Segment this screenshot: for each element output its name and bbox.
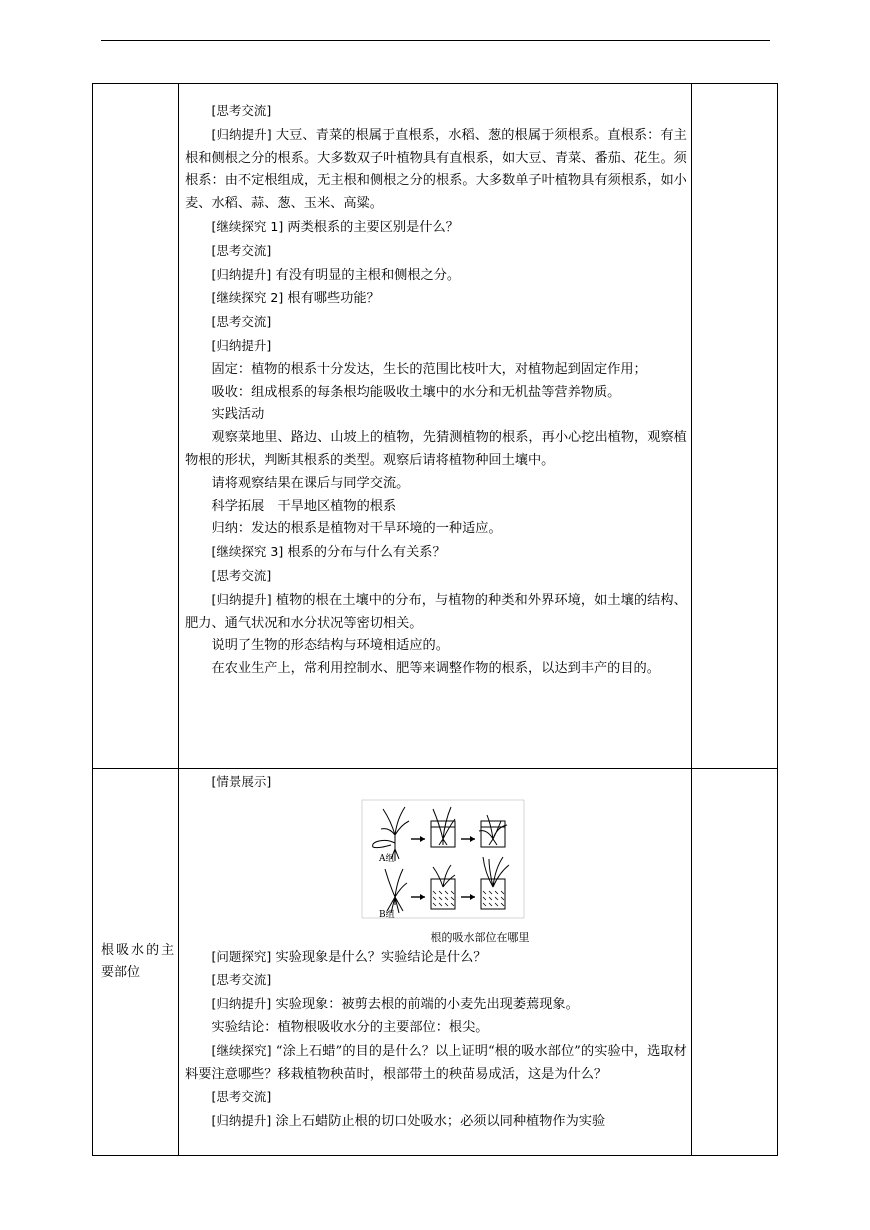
paragraph-text: 根系的分布与什么有关系？ [283, 545, 446, 561]
section-tag: [归纳提升] [211, 266, 272, 282]
row1-content [179, 84, 691, 693]
experiment-figure [185, 799, 687, 946]
table-row [93, 84, 778, 769]
paragraph [185, 1017, 687, 1040]
paragraph-text: 实验现象：被剪去根的前端的小麦先出现萎蔫现象。 [271, 997, 579, 1013]
paragraph [185, 993, 687, 1017]
section-tag: [思考交流] [211, 972, 272, 988]
paragraph-text: 在农业生产上，常利用控制水、肥等来调整作物的根系，以达到丰产的目的。 [211, 661, 660, 677]
paragraph [185, 335, 687, 359]
experiment-diagram [361, 799, 525, 919]
paragraph [185, 382, 687, 405]
paragraph [185, 658, 687, 681]
paragraph [185, 264, 687, 288]
paragraph-text: 科学拓展 干旱地区植物的根系 [211, 498, 397, 514]
paragraph [185, 404, 687, 427]
paragraph [185, 1110, 687, 1134]
paragraph [185, 541, 687, 565]
paragraph-text: 植物的根在土壤中的分布，与植物的种类和外界环境，如土壤的结构、肥力、通气状况和水分状况等密切相关。 [185, 592, 687, 631]
section-tag: [继续探究 1] [211, 218, 284, 234]
section-tag: [思考交流] [211, 103, 272, 118]
paragraph [185, 1086, 687, 1110]
paragraph-text: 实践活动 [211, 407, 265, 423]
paragraph-text: 请将观察结果在课后与同学交流。 [211, 475, 410, 491]
figure-caption: 根的吸水部位在哪里 [430, 930, 530, 944]
paragraph [185, 311, 687, 335]
paragraph [185, 216, 687, 240]
section-tag: [归纳提升] [211, 126, 272, 142]
paragraph [185, 1040, 687, 1087]
paragraph-text: 说明了生物的形态结构与环境相适应的。 [211, 638, 449, 654]
section-tag: [归纳提升] [211, 996, 272, 1012]
paragraph [185, 473, 687, 496]
section-tag: [归纳提升] [211, 1113, 272, 1129]
paragraph [185, 969, 687, 993]
section-tag: [继续探究 3] [211, 544, 284, 560]
paragraph [185, 771, 687, 795]
section-tag: [思考交流] [211, 314, 272, 330]
section-tag: [思考交流] [211, 1089, 272, 1105]
section-tag: [继续探究 2] [211, 290, 284, 306]
paragraph-text: 有没有明显的主根和侧根之分。 [271, 267, 461, 283]
paragraph-text: 实验现象是什么？实验结论是什么？ [271, 949, 487, 965]
header-rule [101, 40, 770, 41]
paragraph [185, 946, 687, 970]
paragraph-text: “涂上石蜡”的目的是什么？以上证明“根的吸水部位”的实验中，选取材料要注意哪些？移栽植物秧苗时，根部带土的秧苗易成活，这是为什么？ [185, 1043, 687, 1082]
paragraph [185, 635, 687, 658]
row2-content [179, 769, 691, 1146]
section-tag: [继续探究] [211, 1042, 272, 1058]
paragraph [185, 287, 687, 311]
paragraph [185, 100, 687, 124]
paragraph [185, 124, 687, 216]
table-row [93, 769, 778, 1156]
section-tag: [归纳提升] [211, 591, 272, 607]
paragraph [185, 427, 687, 473]
paragraph-text: 两类根系的主要区别是什么？ [283, 219, 459, 235]
section-label-cell [93, 84, 179, 769]
section-label-cell: 根吸水的主要部位 [93, 769, 179, 1156]
group-a-label: A组 [378, 853, 395, 864]
paragraph-text: 实验结论：植物根吸收水分的主要部位：根尖。 [211, 1019, 489, 1035]
paragraph [185, 565, 687, 589]
paragraph-text: 观察菜地里、路边、山坡上的植物，先猜测植物的根系，再小心挖出植物，观察植物根的形状，判断其根系的类型。观察后请将植物种回土壤中。 [185, 430, 687, 468]
paragraph [185, 518, 687, 541]
paragraph [185, 359, 687, 382]
section-tag: [思考交流] [211, 567, 272, 583]
content-cell [179, 769, 692, 1156]
notes-cell [691, 769, 777, 1156]
paragraph-text: 根有哪些功能？ [283, 291, 380, 307]
section-tag: [情景展示] [211, 774, 272, 789]
group-b-label: B组 [378, 909, 395, 919]
section-tag: [问题探究] [211, 948, 272, 964]
row2-lines [185, 946, 687, 1134]
paragraph-text: 固定：植物的根系十分发达，生长的范围比枝叶大，对植物起到固定作用； [211, 361, 647, 377]
paragraph-text: 大豆、青菜的根属于直根系，水稻、葱的根属于须根系。直根系：有主根和侧根之分的根系。大多数双子叶植物具有直根系，如大豆、青菜、番茄、花生。须根系：由不定根组成，无主根和侧根之分的根系。大多数单子叶植物具有须根系，如小麦、水稻、蒜、葱、玉米、高粱。 [185, 127, 687, 212]
paragraph-text: 涂上石蜡防止根的切口处吸水；必须以同种植物作为实验 [271, 1114, 606, 1130]
notes-cell [691, 84, 777, 769]
content-cell [179, 84, 692, 769]
paragraph [185, 496, 687, 519]
paragraph [185, 240, 687, 264]
lesson-table [92, 83, 778, 1156]
paragraph [185, 589, 687, 636]
section-tag: [思考交流] [211, 242, 272, 258]
paragraph-text: 归纳：发达的根系是植物对干旱环境的一种适应。 [211, 521, 502, 537]
section-tag: [归纳提升] [211, 337, 272, 353]
paragraph-text: 吸收：组成根系的每条根均能吸收土壤中的水分和无机盐等营养物质。 [211, 384, 621, 400]
